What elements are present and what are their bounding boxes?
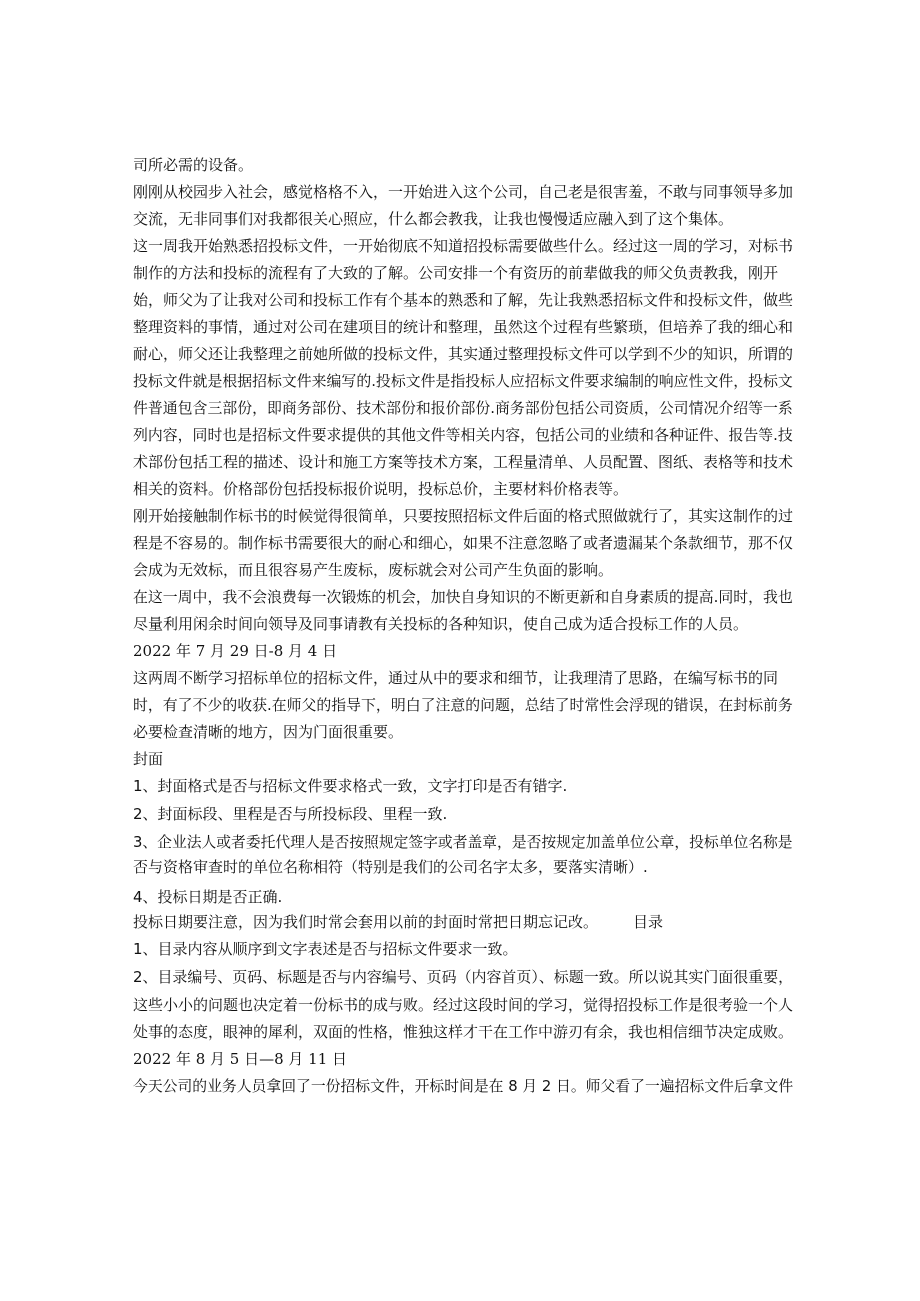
- list-item: 1、封面格式是否与招标文件要求格式一致，文字打印是否有错字.: [133, 777, 568, 795]
- paragraph-line: 投标文件就是根据招标文件来编写的.投标文件是指投标人应招标文件要求编制的响应性文件，投标文: [133, 372, 793, 390]
- paragraph-line: 刚刚从校园步入社会，感觉格格不入，一开始进入这个公司，自己老是很害羞，不敢与同事领导多加: [133, 183, 794, 201]
- paragraph-line: 相关的资料。价格部份包括投标报价说明，投标总价，主要材料价格表等。: [133, 480, 629, 498]
- paragraph-line: 尽量利用闲余时间向领导及同事请教有关投标的各种知识，使自己成为适合投标工作的人员。: [133, 615, 749, 633]
- date-heading: 2022 年 8 月 5 日—8 月 11 日: [133, 1050, 348, 1068]
- paragraph-line: 投标日期要注意，因为我们时常会套用以前的封面时常把日期忘记改。: [133, 913, 599, 931]
- list-item: 否与资格审查时的单位名称相符（特别是我们的公司名字太多，要落实清晰）.: [133, 858, 648, 876]
- paragraph-line: 会成为无效标，而且很容易产生废标，废标就会对公司产生负面的影响。: [133, 561, 614, 579]
- paragraph-line: 刚开始接触制作标书的时候觉得很简单，只要按照招标文件后面的格式照做就行了，其实这制作的过: [133, 507, 794, 525]
- paragraph-line: 时，有了不少的收获.在师父的指导下，明白了注意的问题，总结了时常性会浮现的错误，在封标前务: [133, 696, 793, 714]
- paragraph-line: 这两周不断学习招标单位的招标文件，通过从中的要求和细节，让我理清了思路，在编写标书的同: [133, 669, 779, 687]
- paragraph-line: 这些小小的问题也决定着一份标书的成与败。经过这段时间的学习，觉得招投标工作是很考验一个人: [133, 996, 794, 1014]
- list-item: 2、目录编号、页码、标题是否与内容编号、页码（内容首页）、标题一致。所以说其实门面很重要，: [133, 968, 794, 986]
- paragraph-line: 制作的方法和投标的流程有了大致的了解。公司安排一个有资历的前辈做我的师父负责教我，刚开: [133, 264, 779, 282]
- paragraph-line: 司所必需的设备。: [133, 156, 254, 174]
- list-item: 1、目录内容从顺序到文字表述是否与招标文件要求一致。: [133, 940, 518, 958]
- paragraph-line: 耐心，师父还让我整理之前她所做的投标文件，其实通过整理投标文件可以学到不少的知识，所谓的: [133, 345, 794, 363]
- paragraph-line: 程是不容易的。制作标书需要很大的耐心和细心，如果不注意忽略了或者遗漏某个条款细节，那不仅: [133, 534, 794, 552]
- section-heading-cover: 封面: [133, 750, 164, 768]
- paragraph-line: 术部份包括工程的描述、设计和施工方案等技术方案，工程量清单、人员配置、图纸、表格等和技术: [133, 453, 794, 471]
- paragraph-line: 必要检查清晰的地方，因为门面很重要。: [133, 723, 404, 741]
- paragraph-line: 件普通包含三部份，即商务部份、技术部份和报价部份.商务部份包括公司资质，公司情况介绍等一系: [133, 399, 793, 417]
- paragraph-line: 交流，无非同事们对我都很关心照应，什么都会教我，让我也慢慢适应融入到了这个集体。: [133, 210, 734, 228]
- list-item: 3、企业法人或者委托代理人是否按照规定签字或者盖章，是否按规定加盖单位公章，投标单位名称是: [133, 833, 793, 851]
- paragraph-line: 处事的态度，眼神的犀利，双面的性格，惟独这样才干在工作中游刃有余，我也相信细节决定成败。: [133, 1023, 794, 1041]
- section-heading-toc: 目录: [633, 913, 664, 931]
- paragraph-line: 在这一周中，我不会浪费每一次锻炼的机会，加快自身知识的不断更新和自身素质的提高.同时，我也: [133, 588, 793, 606]
- paragraph-line: 始，师父为了让我对公司和投标工作有个基本的熟悉和了解，先让我熟悉招标文件和投标文件，做些: [133, 291, 794, 309]
- paragraph-line: 今天公司的业务人员拿回了一份招标文件，开标时间是在 8 月 2 日。师父看了一遍招标文件后拿文件: [133, 1077, 794, 1095]
- list-item: 2、封面标段、里程是否与所投标段、里程一致.: [133, 805, 448, 823]
- paragraph-line: 这一周我开始熟悉招投标文件，一开始彻底不知道招投标需要做些什么。经过这一周的学习，对标书: [133, 237, 794, 255]
- list-item: 4、投标日期是否正确.: [133, 888, 283, 906]
- date-heading: 2022 年 7 月 29 日-8 月 4 日: [133, 642, 338, 660]
- paragraph-line: 整理资料的事情，通过对公司在建项目的统计和整理，虽然这个过程有些繁琐，但培养了我的细心和: [133, 318, 794, 336]
- paragraph-line: 列内容，同时也是招标文件要求提供的其他文件等相关内容，包括公司的业绩和各种证件、报告等.技: [133, 426, 793, 444]
